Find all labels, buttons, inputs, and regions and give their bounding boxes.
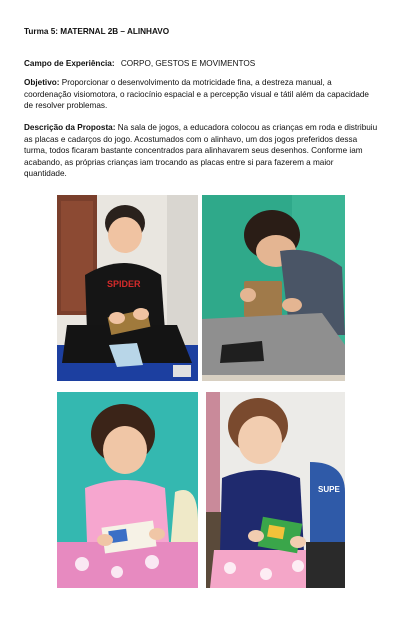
descricao-line: as placas e cadarços do jogo. Acostumados com o alinhavo, um dos jogos preferidos dessa <box>24 134 358 144</box>
descricao-line: Na sala de jogos, a educadora colocou as crianças em roda e distribuiu <box>117 123 378 132</box>
photo-boy-green-background <box>202 195 345 381</box>
objetivo-line: coordenação visiomotora, o raciocínio espacial e a percepção visual e tátil além da capacidade <box>24 89 369 99</box>
objetivo-label: Objetivo: <box>24 78 60 87</box>
campo-value: CORPO, GESTOS E MOVIMENTOS <box>120 59 256 68</box>
photo-girl-navy-hoodie <box>206 392 345 588</box>
descricao-label: Descrição da Proposta: <box>24 123 116 132</box>
objetivo-line: Proporcionar o desenvolvimento da motricidade fina, a destreza manual, a <box>61 78 332 87</box>
svg-text:SPIDER: SPIDER <box>107 279 141 289</box>
campo-label: Campo de Experiência: <box>24 59 115 68</box>
descricao-paragraph <box>24 122 404 180</box>
descricao-line: turma, todos ficaram bastante concentrados para alinhavarem seus desenhos. Conforme iam <box>24 146 363 155</box>
campo-experiencia <box>24 58 255 70</box>
document-title: Turma 5: MATERNAL 2B – ALINHAVO <box>24 27 170 36</box>
objetivo-paragraph <box>24 77 404 112</box>
descricao-line: acabando, as próprias crianças iam trocando as placas entre si para fazerem a maior <box>24 157 334 167</box>
photo-girl-pink-shirt <box>57 392 198 588</box>
objetivo-line: de resolver problemas. <box>24 101 108 110</box>
descricao-line: quantidade. <box>24 169 67 178</box>
shirt-text: SUPE <box>318 485 340 494</box>
photo-boy-spiderman <box>57 195 198 381</box>
